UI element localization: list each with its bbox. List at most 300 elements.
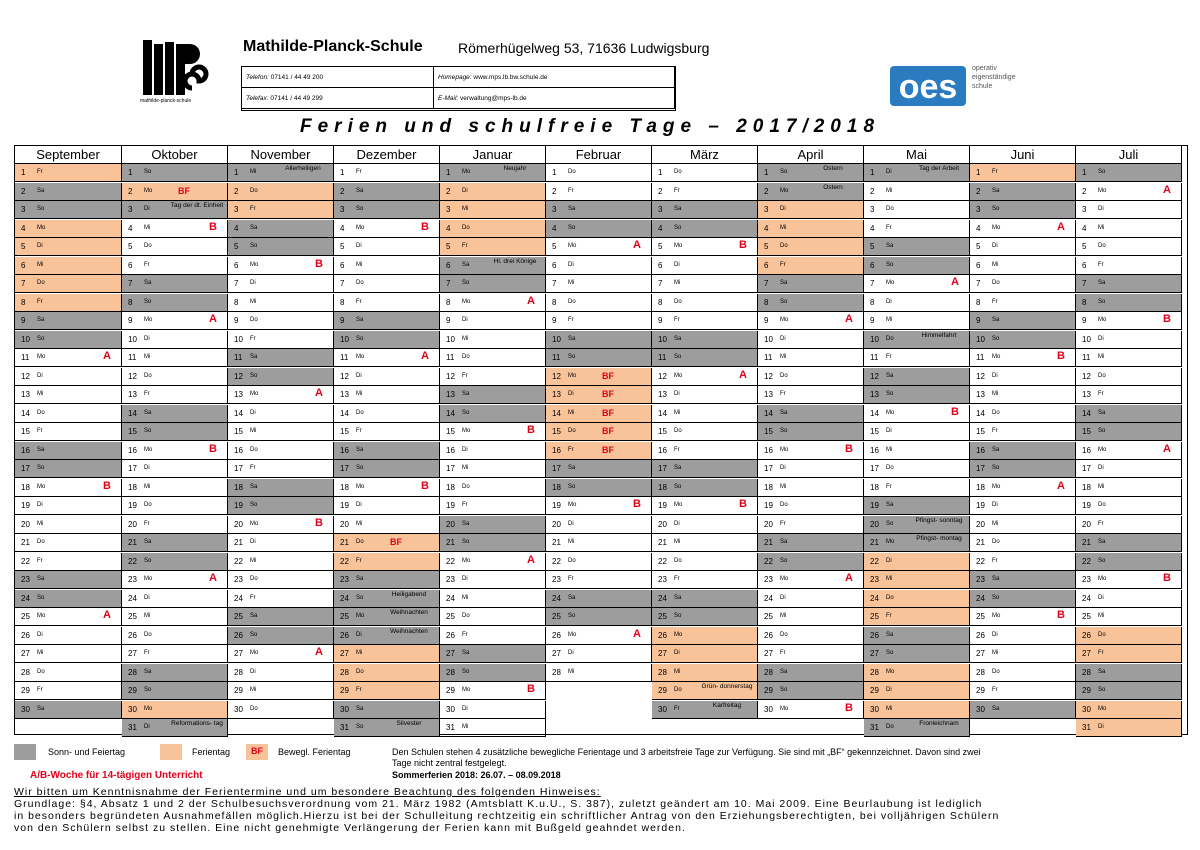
- day-cell: [440, 386, 546, 404]
- day-cell: [334, 442, 440, 460]
- weekday: Do: [674, 557, 682, 564]
- day-number: 14: [552, 408, 561, 418]
- day-number: 1: [340, 168, 345, 177]
- day-cell: [758, 405, 864, 423]
- page-title: Ferien und schulfreie Tage – 2017/2018: [300, 116, 881, 137]
- weekday: Do: [250, 576, 258, 582]
- weekday: Mo: [356, 224, 365, 231]
- holiday-name: Silvester: [396, 720, 422, 727]
- day-number: 24: [128, 593, 137, 603]
- day-cell: [334, 719, 440, 737]
- day-cell: [864, 497, 970, 515]
- day-number: 16: [870, 445, 879, 455]
- day-cell: [334, 627, 440, 645]
- weekday: Fr: [144, 650, 150, 656]
- day-cell: [122, 682, 228, 700]
- day-number: 16: [340, 445, 349, 455]
- day-cell: [546, 423, 652, 441]
- day-cell: [652, 645, 758, 663]
- week-marker: B: [951, 405, 959, 418]
- weekday: Di: [568, 261, 574, 268]
- day-number: 24: [234, 593, 243, 603]
- weekday: Fr: [462, 631, 468, 638]
- day-number: 26: [870, 630, 879, 640]
- day-cell: [334, 164, 440, 182]
- weekday: Mo: [356, 613, 365, 619]
- day-cell: [228, 534, 334, 552]
- day-number: 29: [976, 686, 985, 695]
- day-number: 26: [552, 630, 561, 640]
- day-number: 16: [764, 445, 773, 455]
- day-number: 17: [21, 464, 30, 473]
- day-cell: [15, 534, 122, 552]
- day-cell: [440, 645, 546, 663]
- day-cell: [758, 479, 864, 497]
- day-cell: [334, 294, 440, 312]
- month-header: September: [15, 146, 122, 164]
- weekday: Sa: [992, 317, 1000, 323]
- day-cell: [228, 590, 334, 608]
- day-number: 13: [340, 390, 349, 399]
- day-cell: [1076, 608, 1182, 626]
- day-cell: [334, 275, 440, 293]
- day-number: 7: [552, 279, 557, 288]
- day-number: 7: [21, 279, 26, 288]
- day-number: 27: [340, 649, 349, 658]
- weekday: Sa: [568, 594, 576, 601]
- legend-bf-swatch: BF: [246, 744, 268, 760]
- weekday: So: [780, 298, 788, 305]
- week-marker: A: [1163, 442, 1171, 455]
- weekday: Do: [356, 539, 364, 545]
- day-cell: [546, 312, 652, 330]
- weekday: Mo: [568, 631, 577, 638]
- day-number: 8: [21, 297, 26, 307]
- weekday: Fr: [37, 428, 43, 434]
- weekday: Mo: [37, 354, 46, 360]
- weekday: So: [250, 631, 258, 638]
- day-number: 14: [870, 408, 879, 418]
- day-number: 5: [446, 242, 451, 251]
- weekday: Mo: [674, 372, 683, 379]
- holiday-name: Ostern: [823, 165, 843, 172]
- weekday: Do: [37, 668, 45, 675]
- footer-line-4: von den Schülern selbst zu stellen. Eine nicht genehmigte Verlängerung der Ferien kann mit Bußgeld geahndet werden.: [14, 822, 686, 834]
- day-number: 20: [764, 519, 773, 529]
- day-number: 28: [21, 667, 30, 677]
- weekday: Sa: [37, 446, 45, 453]
- weekday: Mi: [1098, 354, 1105, 360]
- weekday: Mi: [356, 520, 363, 527]
- day-number: 28: [234, 667, 243, 677]
- week-marker: B: [315, 257, 323, 270]
- week-marker: A: [209, 572, 217, 584]
- weekday: Mo: [568, 502, 577, 508]
- day-cell: [546, 183, 652, 201]
- day-cell: [228, 349, 334, 367]
- day-cell: [970, 331, 1076, 349]
- day-cell: [15, 257, 122, 275]
- bf-marker: BF: [602, 426, 614, 436]
- day-number: 12: [552, 371, 561, 381]
- day-cell: [652, 571, 758, 589]
- day-number: 29: [870, 686, 879, 695]
- day-number: 18: [764, 482, 773, 492]
- weekday: Mi: [886, 446, 893, 453]
- legend-info: Den Schulen stehen 4 zusätzliche bewegliche Ferientage und 3 arbeitsfreie Tage zur Verfügung. Sie sind mit „BF“ gekennzeichnet. Davon sind zwei Tage nicht zentral festgelegt.: [392, 747, 981, 768]
- day-cell: [15, 571, 122, 589]
- weekday: Di: [144, 594, 150, 601]
- day-cell: [864, 349, 970, 367]
- day-number: 19: [658, 501, 667, 510]
- day-cell: [652, 608, 758, 626]
- day-number: 14: [658, 408, 667, 418]
- day-cell: [864, 553, 970, 571]
- weekday: Sa: [250, 224, 258, 231]
- weekday: Mi: [886, 576, 893, 582]
- day-cell: [758, 645, 864, 663]
- day-number: 16: [234, 445, 243, 455]
- weekday: Do: [250, 705, 258, 712]
- weekday: Di: [1098, 335, 1104, 342]
- day-number: 2: [21, 186, 26, 196]
- weekday: Sa: [462, 520, 470, 527]
- email[interactable]: E-Mail: verwaltung@mps-lb.de: [434, 88, 675, 109]
- weekday: So: [1098, 298, 1106, 305]
- day-number: 14: [764, 408, 773, 418]
- day-number: 1: [21, 168, 26, 177]
- weekday: Do: [886, 465, 894, 471]
- day-number: 20: [21, 519, 30, 529]
- weekday: Do: [250, 317, 258, 323]
- weekday: Mo: [462, 169, 471, 175]
- day-number: 7: [658, 279, 663, 288]
- weekday: Mi: [886, 317, 893, 323]
- weekday: Di: [356, 502, 362, 508]
- holiday-name: Fronleichnam: [919, 720, 959, 727]
- day-number: 5: [340, 242, 345, 251]
- day-number: 15: [340, 427, 349, 436]
- weekday: Fr: [568, 576, 574, 582]
- holiday-name: Heiligabend: [391, 590, 427, 598]
- day-cell: [15, 442, 122, 460]
- day-number: 22: [21, 556, 30, 566]
- weekday: So: [568, 613, 576, 619]
- day-number: 29: [658, 686, 667, 695]
- weekday: Do: [568, 428, 576, 434]
- weekday: Do: [780, 502, 788, 508]
- day-number: 25: [446, 612, 455, 621]
- day-cell: [122, 164, 228, 182]
- day-cell: [440, 368, 546, 386]
- day-cell: [122, 257, 228, 275]
- day-number: 6: [552, 260, 557, 270]
- day-number: 22: [552, 556, 561, 566]
- day-cell: [228, 386, 334, 404]
- day-cell: [122, 571, 228, 589]
- weekday: Di: [1098, 724, 1104, 730]
- day-number: 29: [21, 686, 30, 695]
- holiday-name: Neujahr: [503, 165, 527, 172]
- day-number: 2: [764, 186, 769, 196]
- day-cell: [652, 553, 758, 571]
- day-number: 26: [658, 630, 667, 640]
- weekday: Do: [462, 224, 470, 231]
- week-marker: B: [209, 220, 217, 233]
- weekday: Fr: [356, 298, 362, 305]
- day-number: 30: [870, 704, 879, 714]
- day-cell: [758, 201, 864, 219]
- day-number: 22: [340, 556, 349, 566]
- day-cell: [652, 460, 758, 478]
- day-cell: [864, 460, 970, 478]
- legend-bf-label: Bewegl. Ferientag: [278, 747, 351, 757]
- day-number: 2: [658, 186, 663, 196]
- weekday: Mo: [144, 446, 153, 453]
- weekday: Sa: [992, 705, 1000, 712]
- month-header: Februar: [546, 146, 652, 164]
- day-number: 5: [764, 242, 769, 251]
- weekday: Mi: [144, 354, 151, 360]
- day-cell: [1076, 553, 1182, 571]
- day-number: 1: [234, 168, 239, 177]
- day-number: 4: [764, 223, 769, 233]
- day-number: 28: [764, 667, 773, 677]
- week-marker: A: [103, 609, 111, 621]
- day-cell: [228, 645, 334, 663]
- holiday-name: Weihnachten: [390, 609, 428, 616]
- fax: Telefax: 07141 / 44 49 299: [242, 88, 434, 109]
- day-number: 22: [976, 556, 985, 566]
- day-number: 20: [1082, 519, 1091, 529]
- day-number: 24: [870, 593, 879, 603]
- day-cell: [15, 312, 122, 330]
- week-marker: B: [209, 442, 217, 455]
- homepage[interactable]: Homepage: www.mps.lb.bw.schule.de: [434, 67, 675, 88]
- day-cell: [652, 442, 758, 460]
- weekday: Fr: [37, 687, 43, 693]
- day-cell: [1076, 571, 1182, 589]
- day-cell: [864, 442, 970, 460]
- week-marker: B: [845, 442, 853, 455]
- day-number: 3: [234, 205, 239, 214]
- weekday: Fr: [144, 261, 150, 268]
- weekday: Do: [356, 280, 364, 286]
- day-number: 15: [870, 427, 879, 436]
- day-cell: [864, 608, 970, 626]
- day-number: 30: [340, 704, 349, 714]
- day-cell: [652, 183, 758, 201]
- day-number: 6: [870, 260, 875, 270]
- weekday: So: [992, 594, 1000, 601]
- day-cell: [15, 275, 122, 293]
- weekday: Do: [780, 372, 788, 379]
- day-number: 6: [658, 260, 663, 270]
- day-cell: [546, 479, 652, 497]
- day-cell: [1076, 719, 1182, 737]
- day-cell: [440, 516, 546, 534]
- weekday: Di: [992, 631, 998, 638]
- day-number: 15: [1082, 427, 1091, 436]
- weekday: Di: [462, 187, 468, 194]
- day-number: 10: [446, 334, 455, 344]
- weekday: Fr: [568, 446, 574, 453]
- day-cell: [970, 405, 1076, 423]
- day-number: 7: [340, 279, 345, 288]
- weekday: Mi: [250, 428, 257, 434]
- weekday: Do: [1098, 502, 1106, 508]
- weekday: So: [144, 557, 152, 564]
- day-cell: [122, 701, 228, 719]
- day-cell: [1076, 294, 1182, 312]
- day-number: 30: [234, 704, 243, 714]
- weekday: Do: [250, 446, 258, 453]
- day-cell: [440, 460, 546, 478]
- week-marker: A: [103, 350, 111, 362]
- day-number: 17: [870, 464, 879, 473]
- weekday: Mo: [144, 576, 153, 582]
- day-cell: [334, 479, 440, 497]
- day-cell: [546, 164, 652, 182]
- day-cell: [652, 386, 758, 404]
- weekday: Mo: [674, 502, 683, 508]
- weekday: Mi: [568, 668, 575, 675]
- day-cell: [970, 423, 1076, 441]
- day-number: 19: [21, 501, 30, 510]
- weekday: Di: [992, 372, 998, 379]
- weekday: Sa: [568, 206, 576, 212]
- weekday: Sa: [356, 705, 364, 712]
- weekday: Sa: [674, 335, 682, 342]
- day-cell: [122, 719, 228, 737]
- day-cell: [864, 516, 970, 534]
- day-cell: [652, 479, 758, 497]
- weekday: So: [462, 539, 470, 545]
- day-number: 27: [1082, 649, 1091, 658]
- day-cell: [15, 368, 122, 386]
- day-number: 10: [658, 334, 667, 344]
- weekday: Mo: [992, 224, 1001, 231]
- day-number: 25: [764, 612, 773, 621]
- day-cell: [440, 349, 546, 367]
- week-marker: A: [1163, 183, 1171, 196]
- weekday: Do: [992, 668, 1000, 675]
- day-number: 22: [234, 556, 243, 566]
- day-cell: [228, 368, 334, 386]
- day-number: 13: [764, 390, 773, 399]
- day-number: 15: [446, 427, 455, 436]
- day-cell: [970, 534, 1076, 552]
- weekday: Sa: [462, 650, 470, 656]
- day-number: 7: [1082, 279, 1087, 288]
- day-number: 15: [234, 427, 243, 436]
- day-number: 11: [128, 353, 137, 362]
- day-cell: [864, 534, 970, 552]
- day-number: 21: [552, 538, 561, 547]
- day-cell: [334, 238, 440, 256]
- weekday: Di: [144, 206, 150, 212]
- ab-week-note: A/B-Woche für 14-tägigen Unterricht: [30, 770, 203, 781]
- day-number: 28: [128, 667, 137, 677]
- day-number: 15: [21, 427, 30, 436]
- weekday: Mo: [780, 317, 789, 323]
- day-number: 27: [552, 649, 561, 658]
- day-cell: [15, 701, 122, 719]
- weekday: Mi: [1098, 613, 1105, 619]
- day-number: 24: [552, 593, 561, 603]
- day-number: 14: [234, 408, 243, 418]
- weekday: Sa: [356, 187, 364, 194]
- weekday: Mi: [674, 539, 681, 545]
- day-cell: [334, 608, 440, 626]
- day-cell: [758, 294, 864, 312]
- day-cell: [970, 257, 1076, 275]
- day-cell: [970, 349, 1076, 367]
- day-number: 20: [446, 519, 455, 529]
- weekday: So: [886, 261, 894, 268]
- day-cell: [122, 201, 228, 219]
- day-number: 3: [976, 205, 981, 214]
- weekday: Do: [674, 687, 682, 693]
- day-cell: [440, 257, 546, 275]
- day-number: 18: [234, 482, 243, 492]
- day-number: 12: [234, 371, 243, 381]
- day-number: 8: [870, 297, 875, 307]
- week-marker: B: [739, 498, 747, 510]
- day-cell: [334, 516, 440, 534]
- day-number: 16: [552, 445, 561, 455]
- day-number: 9: [446, 316, 451, 325]
- day-cell: [970, 220, 1076, 238]
- day-number: 17: [976, 464, 985, 473]
- day-cell: [440, 201, 546, 219]
- day-number: 6: [234, 260, 239, 270]
- weekday: Sa: [356, 317, 364, 323]
- day-cell: [122, 645, 228, 663]
- phone: Telefon: 07141 / 44 49 200: [242, 67, 434, 88]
- weekday: So: [886, 520, 894, 527]
- day-number: 4: [976, 223, 981, 233]
- weekday: Mi: [780, 483, 787, 490]
- day-cell: [970, 479, 1076, 497]
- day-cell: [334, 220, 440, 238]
- day-cell: [758, 701, 864, 719]
- weekday: Fr: [356, 557, 362, 564]
- day-cell: [15, 201, 122, 219]
- weekday: So: [992, 465, 1000, 471]
- week-marker: B: [1057, 350, 1065, 362]
- day-number: 10: [128, 334, 137, 344]
- weekday: So: [144, 428, 152, 434]
- day-cell: [546, 497, 652, 515]
- day-cell: [228, 553, 334, 571]
- weekday: Di: [462, 317, 468, 323]
- day-cell: [15, 590, 122, 608]
- day-number: 29: [446, 686, 455, 695]
- weekday: Sa: [780, 668, 788, 675]
- bf-marker: BF: [602, 444, 614, 455]
- day-cell: [440, 719, 546, 737]
- week-marker: A: [633, 239, 641, 251]
- legend-holiday-label: Ferientag: [192, 747, 231, 757]
- weekday: Do: [674, 298, 682, 305]
- weekday: Sa: [1098, 409, 1106, 416]
- day-number: 7: [764, 279, 769, 288]
- weekday: So: [37, 206, 45, 212]
- weekday: Mo: [462, 557, 471, 564]
- oes-logo: [890, 60, 1020, 110]
- weekday: Sa: [674, 594, 682, 601]
